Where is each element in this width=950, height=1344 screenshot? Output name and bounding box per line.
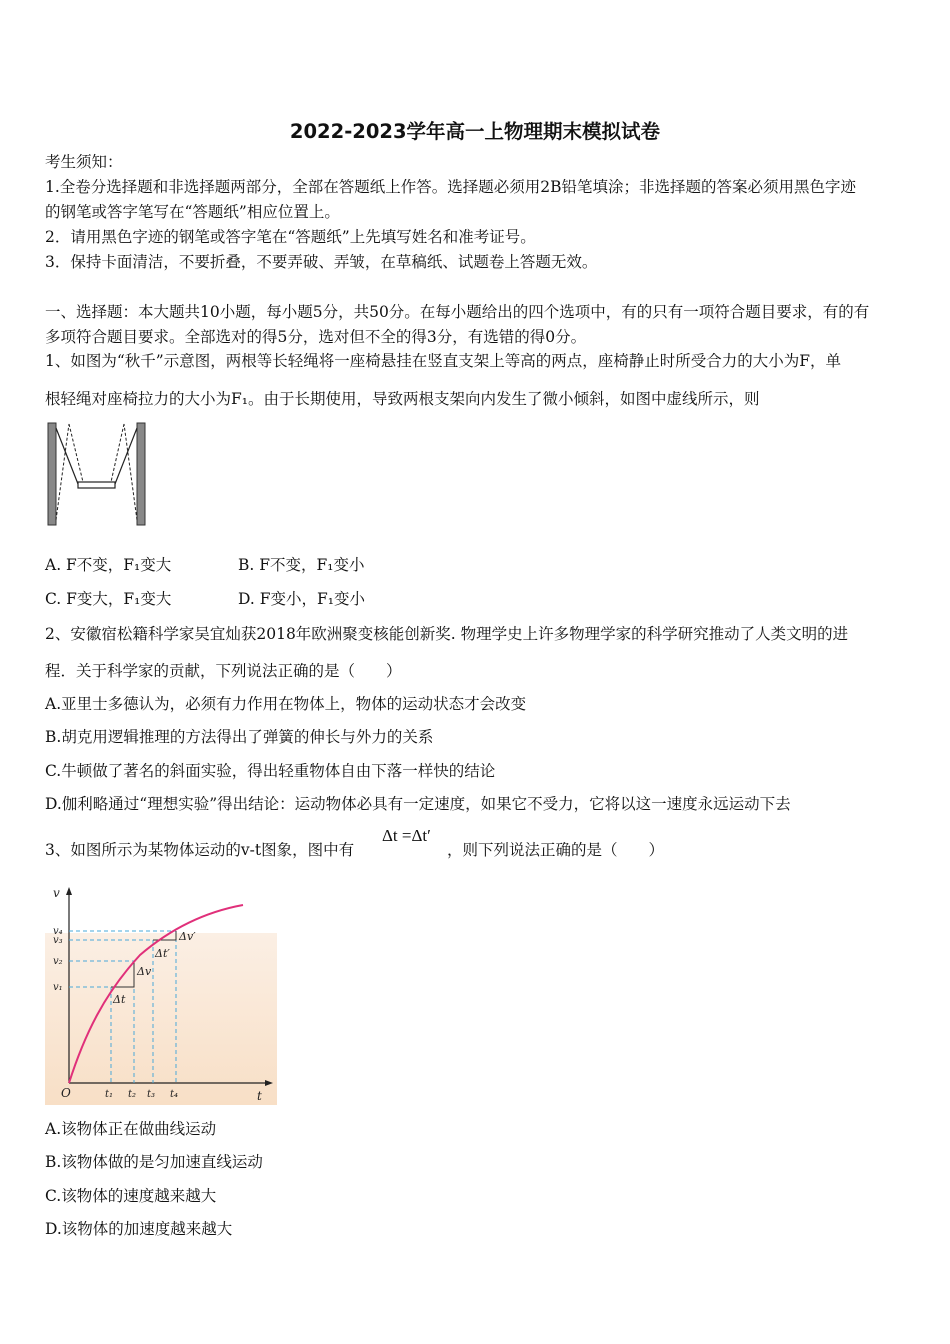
- swing-diagram: [45, 420, 151, 528]
- delta-v-prime-label: Δv′: [179, 930, 196, 943]
- t4-label: t₄: [170, 1089, 179, 1100]
- notice-item-3: 3．保持卡面清洁，不要折叠，不要弄破、弄皱，在草稿纸、试题卷上答题无效。: [45, 253, 598, 271]
- q1-option-a: A. F不变，F₁变大: [45, 556, 172, 574]
- q1-stem-line-1: 1、如图为“秋千”示意图，两根等长轻绳将一座椅悬挂在竖直支架上等高的两点，座椅静止时所受合力的大小为F，单: [45, 352, 841, 370]
- section-1-intro-line-2: 多项符合题目要求。全部选对的得5分，选对但不全的得3分，有选错的得0分。: [45, 328, 587, 346]
- delta-t-prime-label: Δt′: [155, 947, 170, 960]
- q3-stem-suffix: ，则下列说法正确的是（ ）: [447, 841, 665, 859]
- q1-option-b: B. F不变，F₁变小: [238, 556, 365, 574]
- q3-option-c: C.该物体的速度越来越大: [45, 1187, 217, 1205]
- q2-stem-line-2: 程．关于科学家的贡献，下列说法正确的是（ ）: [45, 662, 402, 680]
- q2-option-d: D.伽利略通过“理想实验”得出结论：运动物体必具有一定速度，如果它不受力，它将以这一速度永远运动下去: [45, 795, 791, 813]
- t2-label: t₂: [128, 1089, 137, 1100]
- notice-item-2: 2．请用黑色字迹的钢笔或答字笔在“答题纸”上先填写姓名和准考证号。: [45, 228, 536, 246]
- v1-label: v₁: [53, 982, 63, 993]
- q3-option-a: A.该物体正在做曲线运动: [45, 1120, 217, 1138]
- v2-label: v₂: [53, 956, 63, 967]
- notice-heading: 考生须知：: [45, 153, 123, 171]
- q2-stem-line-1: 2、安徽宿松籍科学家吴宜灿获2018年欧洲聚变核能创新奖. 物理学史上许多物理学家的科学研究推动了人类文明的进: [45, 625, 849, 643]
- notice-item-1-line-2: 的钢笔或答字笔写在“答题纸”相应位置上。: [45, 203, 340, 221]
- q3-equation: Δt =Δt′: [382, 826, 431, 845]
- q3-option-b: B.该物体做的是匀加速直线运动: [45, 1153, 263, 1171]
- v4-label: v₄: [53, 926, 63, 937]
- q3-option-d: D.该物体的加速度越来越大: [45, 1220, 233, 1238]
- v3-label: v₃: [53, 935, 63, 946]
- q2-option-b: B.胡克用逻辑推理的方法得出了弹簧的伸长与外力的关系: [45, 728, 434, 746]
- origin-label: O: [61, 1086, 71, 1100]
- q3-stem-prefix: 3、如图所示为某物体运动的v-t图象，图中有: [45, 841, 355, 859]
- q2-option-a: A.亚里士多德认为，必须有力作用在物体上，物体的运动状态才会改变: [45, 695, 527, 713]
- t3-label: t₃: [147, 1089, 156, 1100]
- q1-stem-line-2: 根轻绳对座椅拉力的大小为F₁。由于长期使用，导致两根支架向内发生了微小倾斜，如图中虚线所示，则: [45, 390, 760, 408]
- q1-option-c: C. F变大，F₁变大: [45, 590, 172, 608]
- q2-option-c: C.牛顿做了著名的斜面实验，得出轻重物体自由下落一样快的结论: [45, 762, 496, 780]
- notice-item-1-line-1: 1.全卷分选择题和非选择题两部分，全部在答题纸上作答。选择题必须用2B铅笔填涂；非选择题的答案必须用黑色字迹: [45, 178, 857, 196]
- section-1-intro-line-1: 一、选择题：本大题共10小题，每小题5分，共50分。在每小题给出的四个选项中，有的只有一项符合题目要求，有的有: [45, 303, 870, 321]
- delta-t-label: Δt: [113, 993, 126, 1006]
- delta-v-label: Δv: [137, 965, 152, 978]
- t1-label: t₁: [105, 1089, 114, 1100]
- t-axis-label: t: [257, 1089, 262, 1103]
- v-axis-label: v: [53, 886, 60, 900]
- page-title: 2022-2023学年高一上物理期末模拟试卷: [289, 120, 661, 143]
- q1-option-d: D. F变小，F₁变小: [238, 590, 365, 608]
- vt-graph: [45, 883, 280, 1105]
